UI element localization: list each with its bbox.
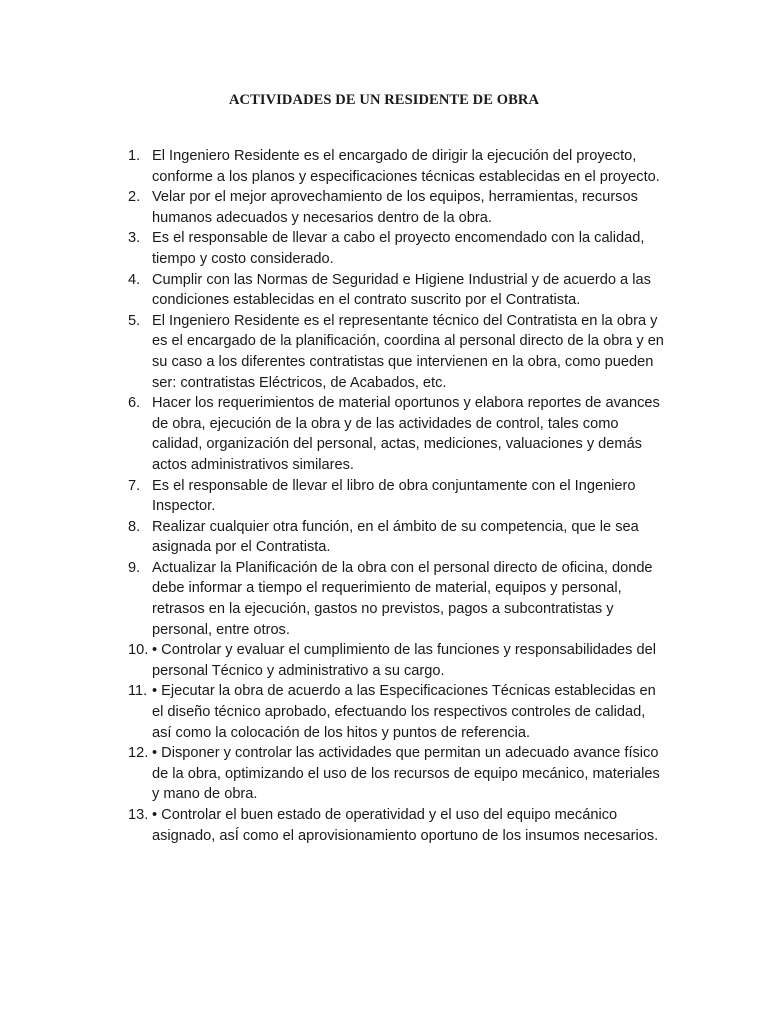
document-title: ACTIVIDADES DE UN RESIDENTE DE OBRA	[228, 92, 540, 108]
item-text: Es el responsable de llevar a cabo el proyecto encomendado con la calidad, tiempo y costo considerado.	[152, 230, 645, 267]
item-text: El Ingeniero Residente es el encargado de dirigir la ejecución del proyecto, conforme a los planos y especificaciones técnicas establecidas en el proyecto.	[152, 148, 660, 185]
item-number: 10.	[128, 642, 149, 659]
list-item	[128, 476, 668, 517]
list-item	[128, 393, 668, 475]
item-text: Actualizar la Planificación de la obra con el personal directo de oficina, donde debe informar a tiempo el requerimiento de material, equipos y personal, retrasos en la ejecución, gastos no previstos, pagos a subcontratistas y personal, entre otros.	[152, 559, 653, 638]
list-item	[128, 640, 668, 681]
item-text: Cumplir con las Normas de Seguridad e Higiene Industrial y de acuerdo a las condiciones establecidas en el contrato suscrito por el Contratista.	[152, 271, 651, 309]
item-number: 6.	[128, 395, 141, 412]
item-text: • Controlar el buen estado de operatividad y el uso del equipo mecánico asignado, asÍ como el aprovisionamiento oportuno de los insumos necesarios.	[152, 807, 659, 844]
item-text: • Controlar y evaluar el cumplimiento de las funciones y responsabilidades del personal Técnico y administrativo a su cargo.	[152, 642, 656, 679]
item-text: Es el responsable de llevar el libro de obra conjuntamente con el Ingeniero Inspector.	[152, 477, 636, 515]
item-text: El Ingeniero Residente es el representante técnico del Contratista en la obra y es el encargado de la planificación, coordina al personal directo de la obra y en su caso a los diferentes contratistas que intervienen en la obra, como pueden ser: contratistas Eléctricos, de Acabados, etc.	[152, 312, 664, 391]
list-item	[128, 743, 668, 805]
item-number: 11.	[128, 683, 148, 700]
item-number: 5.	[128, 312, 141, 329]
item-text: Realizar cualquier otra función, en el ámbito de su competencia, que le sea asignada por el Contratista.	[152, 518, 639, 556]
item-number: 9.	[128, 559, 141, 576]
list-item	[128, 270, 668, 311]
item-number: 7.	[128, 477, 141, 494]
item-text: • Disponer y controlar las actividades que permitan un adecuado avance físico de la obra, optimizando el uso de los recursos de equipo mecánico, materiales y mano de obra.	[152, 745, 660, 803]
list-item	[128, 146, 668, 187]
item-number: 4.	[128, 271, 141, 288]
list-item	[128, 311, 668, 393]
item-number: 8.	[128, 518, 141, 535]
item-text: • Ejecutar la obra de acuerdo a las Especificaciones Técnicas establecidas en el diseño técnico aprobado, efectuando los respectivos controles de calidad, así como la colocación de los hitos y puntos de referencia.	[152, 683, 656, 741]
item-number: 3.	[128, 230, 141, 247]
list-item	[128, 805, 668, 846]
item-text: Hacer los requerimientos de material oportunos y elabora reportes de avances de obra, ejecución de la obra y de las actividades de control, tales como calidad, organización del personal, actas, mediciones, valuaciones y demás actos administrativos similares.	[152, 395, 660, 473]
list-item	[128, 681, 668, 743]
item-text: Velar por el mejor aprovechamiento de los equipos, herramientas, recursos humanos adecuados y necesarios dentro de la obra.	[152, 189, 638, 226]
item-number: 2.	[128, 189, 141, 206]
item-number: 1.	[128, 148, 141, 164]
list-item	[128, 517, 668, 558]
item-number: 12.	[128, 745, 149, 762]
list-item	[128, 187, 668, 228]
list-item	[128, 228, 668, 269]
list-item	[128, 558, 668, 640]
item-number: 13.	[128, 807, 149, 823]
activity-list	[128, 146, 668, 846]
